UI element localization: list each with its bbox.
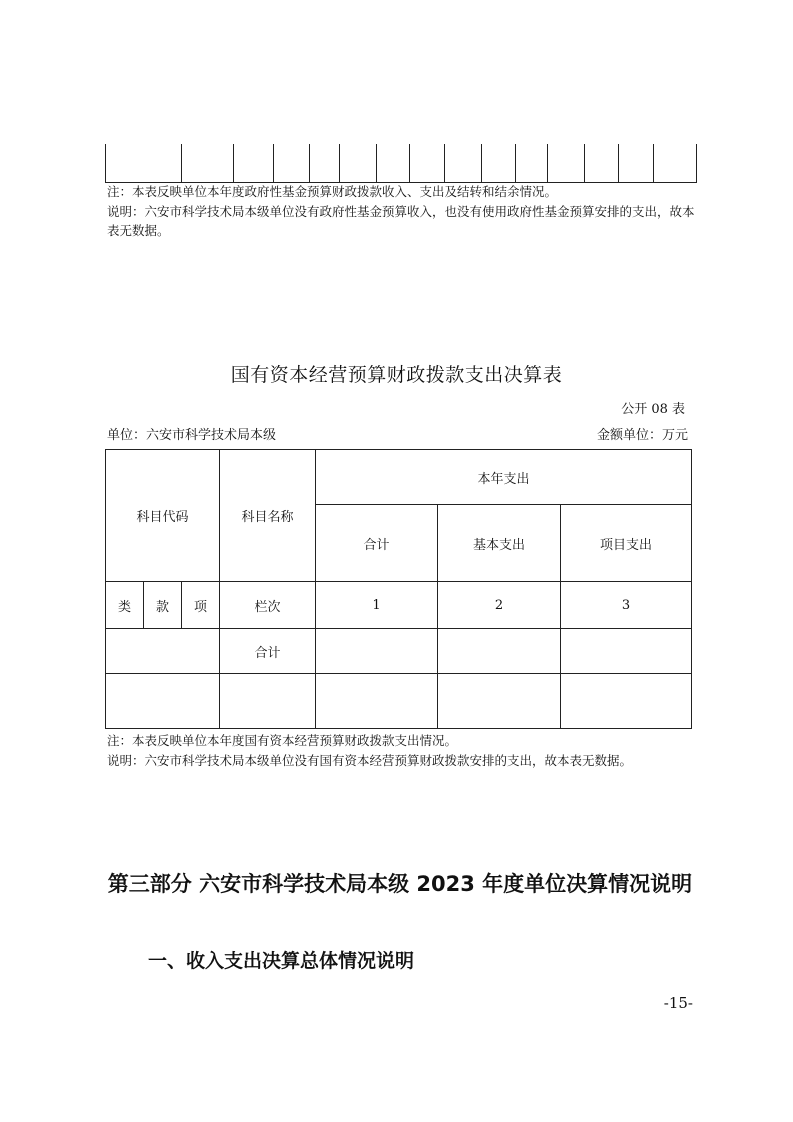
table-divider bbox=[409, 144, 410, 182]
table-cell bbox=[438, 674, 561, 729]
table-cell bbox=[438, 629, 561, 674]
capital-table-note: 注：本表反映单位本年度国有资本经营预算财政拨款支出情况。 bbox=[107, 733, 458, 748]
table-cell bbox=[561, 674, 692, 729]
expenditure-table bbox=[105, 449, 692, 729]
table-cell bbox=[561, 629, 692, 674]
fund-table-note: 注：本表反映单位本年度政府性基金预算财政拨款收入、支出及结转和结余情况。 bbox=[107, 184, 558, 199]
table-divider bbox=[273, 144, 274, 182]
cell-class: 类 bbox=[106, 582, 144, 629]
header-subject-code: 科目代码 bbox=[106, 450, 220, 582]
table-cell bbox=[106, 629, 220, 674]
table-divider bbox=[444, 144, 445, 182]
header-total: 合计 bbox=[316, 505, 438, 582]
table-cell bbox=[316, 674, 438, 729]
table-divider bbox=[181, 144, 182, 182]
table-divider bbox=[481, 144, 482, 182]
capital-table-explanation: 说明：六安市科学技术局本级单位没有国有资本经营预算财政拨款安排的支出，故本表无数据。 bbox=[107, 753, 633, 768]
table-divider bbox=[233, 144, 234, 182]
subheading: 一、收入支出决算总体情况说明 bbox=[148, 950, 415, 972]
previous-table-fragment bbox=[105, 144, 697, 183]
table-cell bbox=[316, 629, 438, 674]
cell-total-label: 合计 bbox=[220, 629, 316, 674]
table-title: 国有资本经营预算财政拨款支出决算表 bbox=[230, 364, 563, 386]
table-cell bbox=[106, 674, 220, 729]
table-divider bbox=[339, 144, 340, 182]
table-divider bbox=[584, 144, 585, 182]
cell-item: 项 bbox=[182, 582, 220, 629]
table-divider bbox=[309, 144, 310, 182]
form-code: 公开 08 表 bbox=[621, 402, 685, 417]
header-project: 项目支出 bbox=[561, 505, 692, 582]
header-current-year: 本年支出 bbox=[316, 450, 692, 505]
table-divider bbox=[547, 144, 548, 182]
fund-table-explanation: 说明：六安市科学技术局本级单位没有政府性基金预算收入，也没有使用政府性基金预算安排的支出，故本表无数据。 bbox=[107, 204, 695, 238]
table-divider bbox=[618, 144, 619, 182]
page-number: -15- bbox=[663, 994, 693, 1012]
table-cell bbox=[220, 674, 316, 729]
cell-index-3: 3 bbox=[561, 582, 692, 629]
header-basic: 基本支出 bbox=[438, 505, 561, 582]
cell-section: 款 bbox=[144, 582, 182, 629]
table-divider bbox=[653, 144, 654, 182]
section-heading: 第三部分 六安市科学技术局本级 2023 年度单位决算情况说明 bbox=[107, 872, 693, 896]
table-divider bbox=[376, 144, 377, 182]
cell-index-1: 1 bbox=[316, 582, 438, 629]
cell-column-index: 栏次 bbox=[220, 582, 316, 629]
unit-label: 单位：六安市科学技术局本级 bbox=[107, 428, 277, 443]
table-divider bbox=[515, 144, 516, 182]
amount-unit: 金额单位：万元 bbox=[596, 428, 688, 443]
cell-index-2: 2 bbox=[438, 582, 561, 629]
header-subject-name: 科目名称 bbox=[220, 450, 316, 582]
